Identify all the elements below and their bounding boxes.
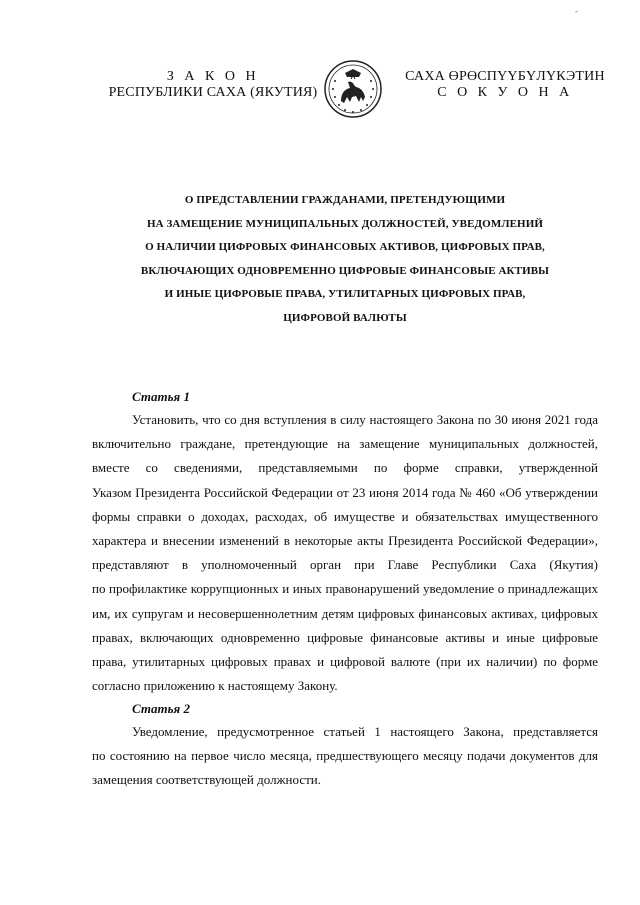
text-line: согласно приложению к настоящему Закону. (92, 678, 338, 694)
header-left-line1: З А К О Н (166, 69, 260, 84)
text-line: замещения соответствующей должности. (92, 772, 321, 788)
text-line: представляют в уполномоченный орган при Главе Республики Саха (Якутия) (92, 557, 598, 573)
text-line: формы справки о доходах, расходах, об имуществе и обязательствах имущественного (92, 508, 598, 524)
article-1-heading: Статья 1 (132, 389, 190, 404)
text-line: права, утилитарных цифровых правах и цифровой валюте (при их наличии) по форме (92, 653, 598, 669)
header-left-line2: РЕСПУБЛИКИ САХА (ЯКУТИЯ) (108, 85, 318, 100)
header-right-line1: САХА ӨРӨСПҮҮБҮЛҮКЭТИН (405, 69, 605, 84)
corner-mark: - (575, 6, 578, 16)
title-line: О НАЛИЧИИ ЦИФРОВЫХ ФИНАНСОВЫХ АКТИВОВ, ЦИФРОВЫХ ПРАВ, (145, 241, 545, 253)
text-line: правах, включающих одновременно цифровые финансовые активы и иные цифровые (92, 629, 598, 645)
header-right-line2: С О К У О Н А (437, 85, 573, 100)
header-left (108, 69, 318, 101)
text-line: по профилактике коррупционных и иных правонарушений уведомление о принадлежащих (92, 581, 598, 597)
text-line: по состоянию на первое число месяца, предшествующего месяцу подачи документов для (92, 748, 598, 764)
title-line: НА ЗАМЕЩЕНИЕ МУНИЦИПАЛЬНЫХ ДОЛЖНОСТЕЙ, УВЕДОМЛЕНИЙ (146, 217, 544, 230)
title-line: ВКЛЮЧАЮЩИХ ОДНОВРЕМЕННО ЦИФРОВЫЕ ФИНАНСОВЫЕ АКТИВЫ (140, 264, 550, 277)
title-line: ЦИФРОВОЙ ВАЛЮТЫ (283, 311, 407, 324)
header-right (405, 69, 605, 101)
coat-of-arms-icon (323, 59, 383, 119)
text-line: характера и внесении изменений в некоторые акты Президента Российской Федерации», (92, 532, 598, 548)
article-2-text (92, 720, 598, 793)
text-line: им, их супругам и несовершеннолетним детям цифровых финансовых активах, цифровых (92, 605, 598, 621)
title-line: И ИНЫЕ ЦИФРОВЫЕ ПРАВА, УТИЛИТАРНЫХ ЦИФРОВЫХ ПРАВ, (164, 288, 526, 300)
law-title (90, 189, 600, 330)
text-line: Установить, что со дня вступления в силу настоящего Закона по 30 июня 2021 года (132, 412, 598, 427)
article-2-heading: Статья 2 (132, 701, 190, 716)
text-line: Указом Президента Российской Федерации от 23 июня 2014 года № 460 «Об утверждении (92, 484, 598, 500)
article-1-text (92, 408, 598, 698)
text-line: включительно граждане, претендующие на замещение муниципальных должностей, (92, 436, 598, 452)
title-line: О ПРЕДСТАВЛЕНИИ ГРАЖДАНАМИ, ПРЕТЕНДУЮЩИМИ (184, 194, 506, 206)
text-line: вместе со сведениями, представляемыми по форме справки, утвержденной (92, 460, 598, 476)
text-line: Уведомление, предусмотренное статьей 1 настоящего Закона, представляется (132, 724, 598, 739)
